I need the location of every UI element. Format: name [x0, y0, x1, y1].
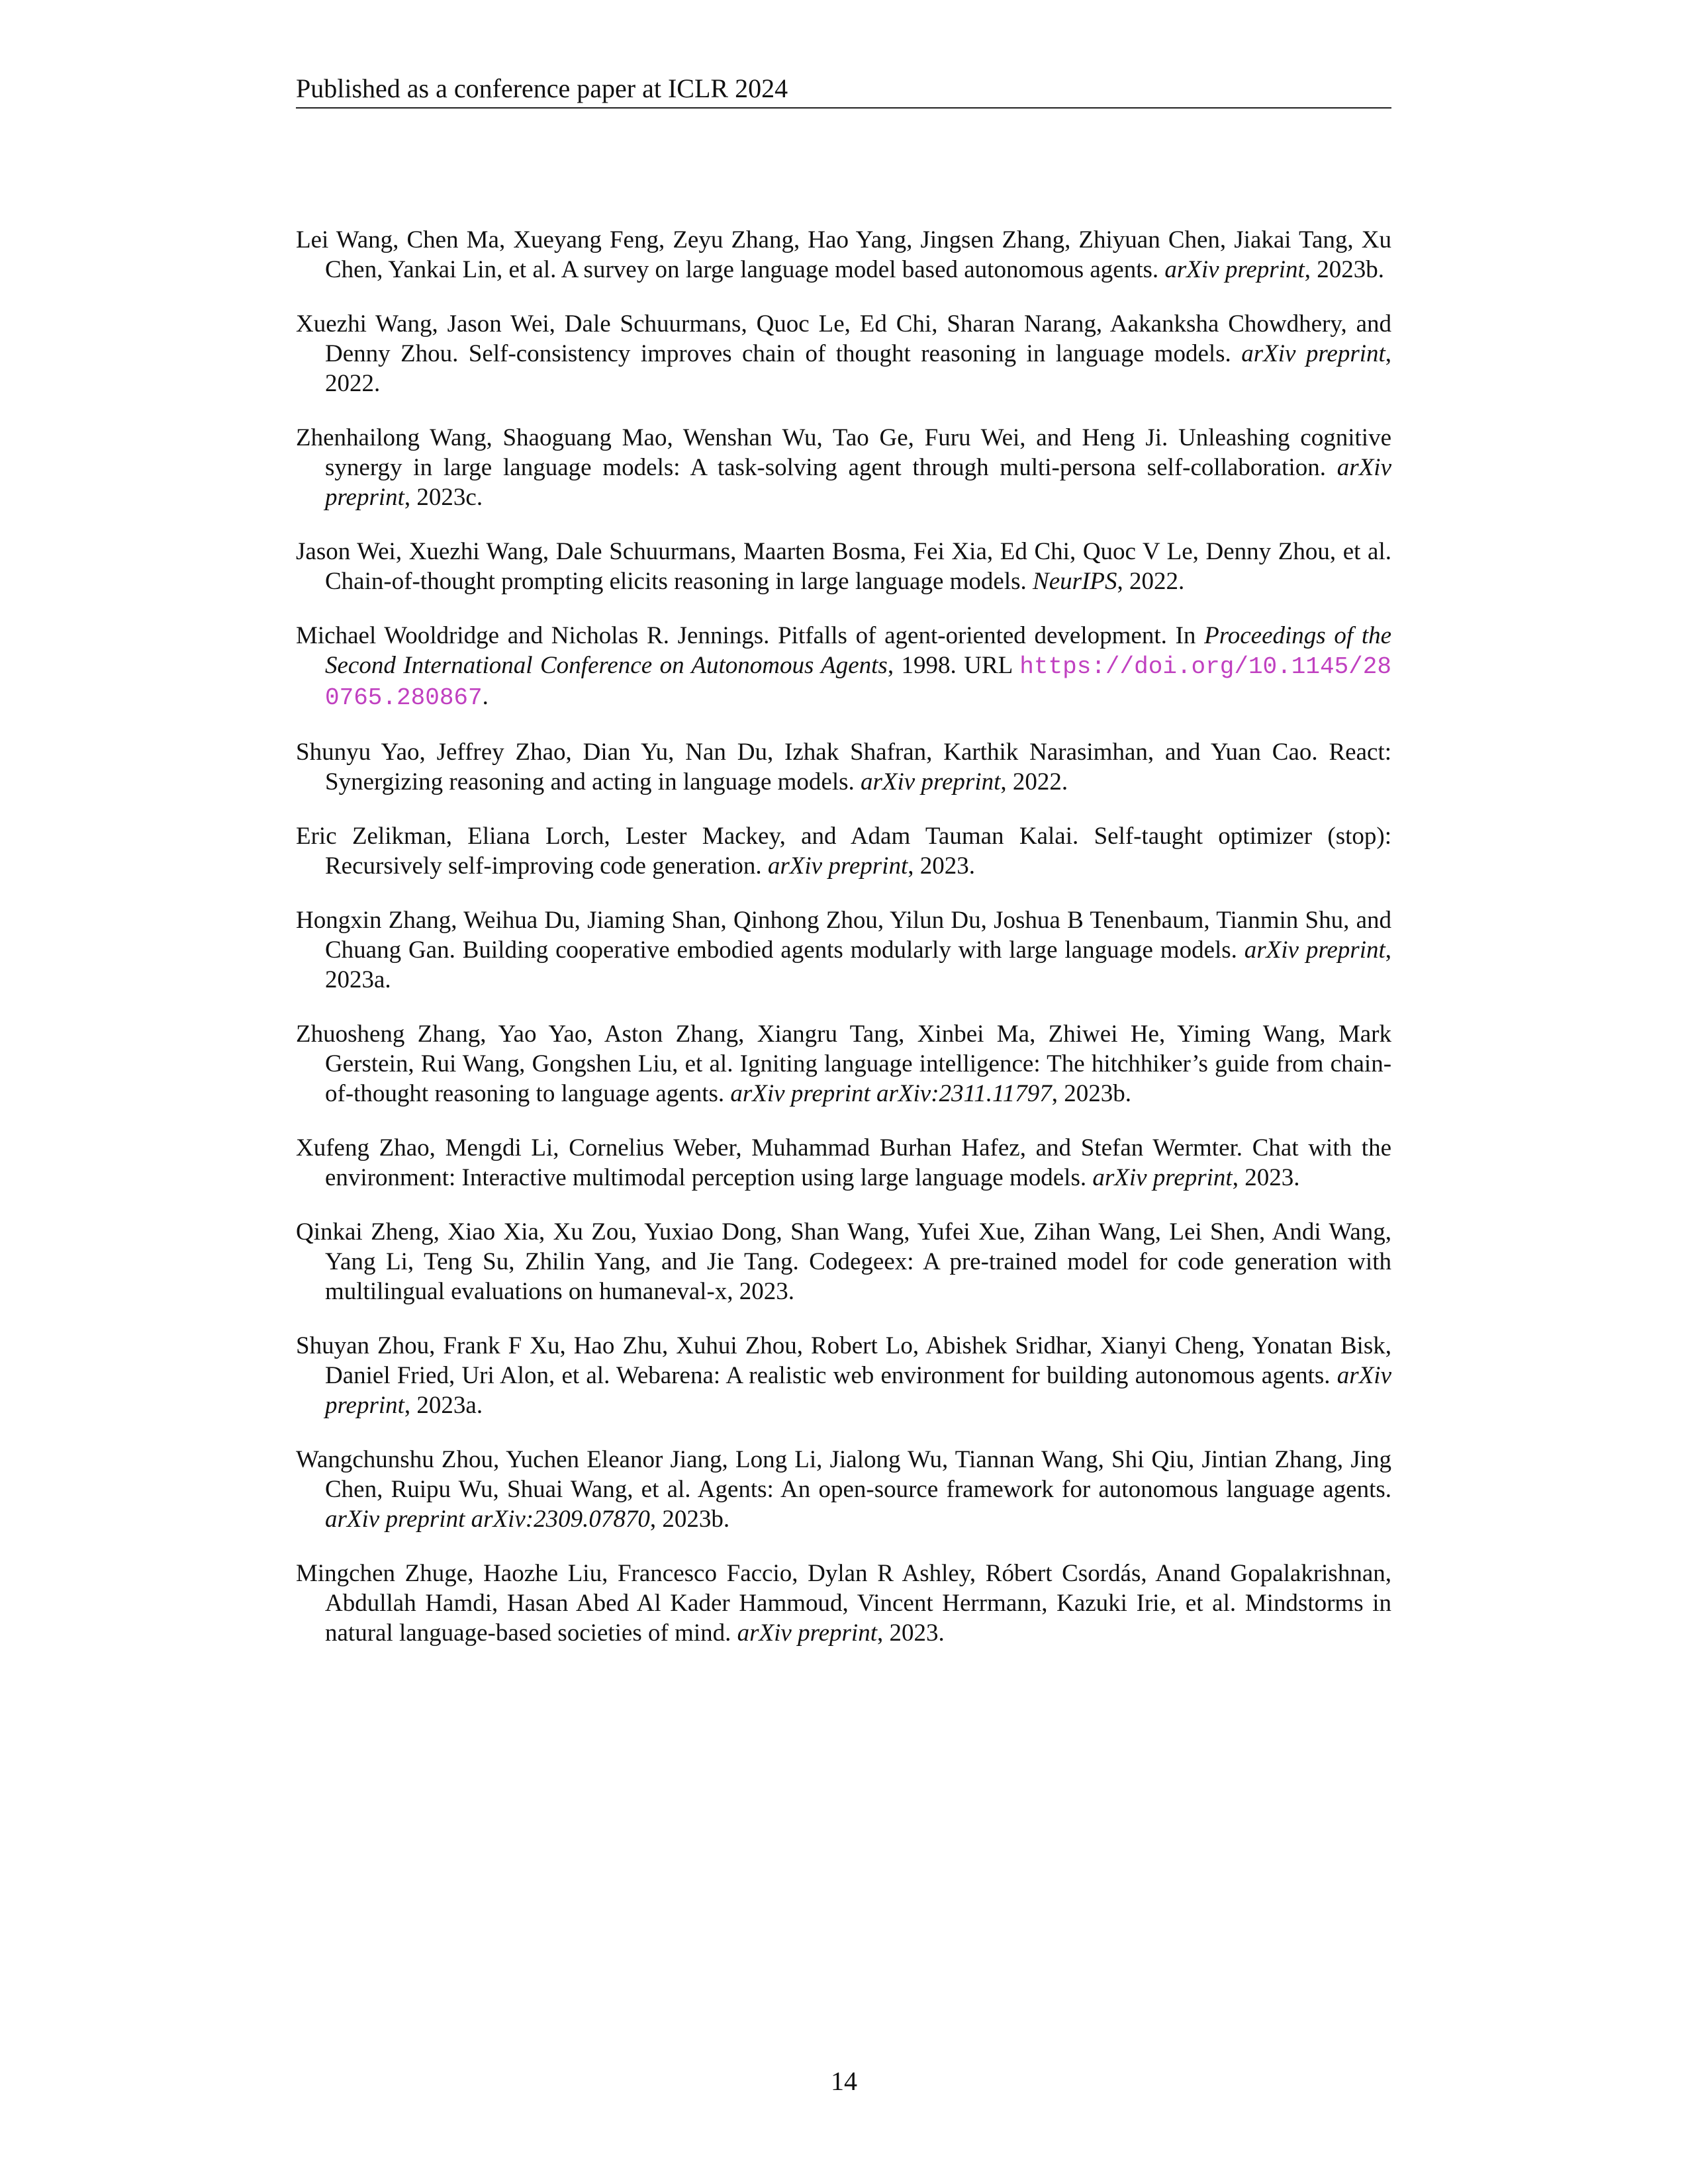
reference-entry [296, 537, 1391, 596]
reference-authors: Shuyan Zhou, Frank F Xu, Hao Zhu, Xuhui Zhou, Robert Lo, Abishek Sridhar, Xianyi Cheng, Yonatan Bisk, Daniel Fried, Uri Alon, et al. [296, 1332, 1391, 1389]
reference-tail: , 2023a. [325, 936, 1391, 993]
reference-venue: arXiv preprint [767, 852, 908, 880]
reference-entry [296, 737, 1391, 797]
reference-venue: arXiv preprint [737, 1619, 877, 1647]
reference-tail: , 2023c. [404, 484, 483, 511]
reference-entry [296, 423, 1391, 512]
reference-authors: Lei Wang, Chen Ma, Xueyang Feng, Zeyu Zhang, Hao Yang, Jingsen Zhang, Zhiyuan Chen, Jiakai Tang, Xu Chen, Yankai Lin, et al. [296, 226, 1391, 283]
reference-title: A survey on large language model based autonomous agents. [561, 256, 1159, 283]
page-number: 14 [831, 2066, 857, 2096]
reference-venue: arXiv preprint [861, 768, 1001, 796]
reference-authors: Mingchen Zhuge, Haozhe Liu, Francesco Faccio, Dylan R Ashley, Róbert Csordás, Anand Gopalakrishnan, Abdullah Hamdi, Hasan Abed Al Kader Hammoud, Vincent Herrmann, Kazuki Irie, et al. [296, 1560, 1391, 1617]
reference-after-url: . [482, 683, 489, 710]
reference-title: Self-taught optimizer (stop): Recursively self-improving code generation. [325, 823, 1392, 880]
reference-venue: arXiv preprint [1244, 936, 1385, 964]
reference-title: Mindstorms in natural language-based societies of mind. [325, 1590, 1392, 1647]
reference-entry [296, 1559, 1391, 1648]
reference-venue: arXiv preprint arXiv:2309.07870 [325, 1506, 650, 1533]
reference-doi-link[interactable]: https://doi.org/10.1145/280765.280867 [325, 653, 1391, 711]
reference-tail: , 2023a. [404, 1392, 483, 1419]
reference-entry [296, 225, 1391, 285]
reference-title: Igniting language intelligence: The hitchhiker’s guide from chain-of-thought reasoning to language agents. [325, 1050, 1392, 1107]
reference-venue: arXiv preprint [1092, 1164, 1233, 1191]
reference-title: Chat with the environment: Interactive multimodal perception using large language models. [325, 1134, 1391, 1191]
reference-entry [296, 905, 1391, 995]
reference-tail: , 2023b. [649, 1506, 730, 1533]
reference-tail: , 2023. [1232, 1164, 1300, 1191]
reference-tail: , 2023b. [1304, 256, 1385, 283]
reference-authors: Shunyu Yao, Jeffrey Zhao, Dian Yu, Nan Du, Izhak Shafran, Karthik Narasimhan, and Yuan Cao. [296, 739, 1318, 766]
reference-authors: Qinkai Zheng, Xiao Xia, Xu Zou, Yuxiao Dong, Shan Wang, Yufei Xue, Zihan Wang, Lei Shen, Andi Wang, Yang Li, Teng Su, Zhilin Yang, and Jie Tang. [296, 1218, 1391, 1275]
reference-venue: arXiv preprint arXiv:2311.11797 [730, 1080, 1052, 1107]
reference-authors: Michael Wooldridge and Nicholas R. Jennings. [296, 622, 770, 649]
reference-title: Pitfalls of agent-oriented development. [778, 622, 1167, 649]
reference-entry [296, 821, 1391, 881]
reference-authors: Eric Zelikman, Eliana Lorch, Lester Mackey, and Adam Tauman Kalai. [296, 823, 1079, 850]
reference-tail: , 1998. URL [887, 652, 1012, 679]
reference-title: Self-consistency improves chain of thought reasoning in language models. [468, 340, 1231, 367]
reference-entry [296, 1133, 1391, 1193]
reference-entry [296, 1019, 1391, 1109]
reference-entry [296, 621, 1391, 713]
reference-tail: , 2023. [876, 1619, 945, 1647]
reference-tail: , 2022. [325, 340, 1392, 397]
reference-entry [296, 1445, 1391, 1534]
reference-venue: arXiv preprint [1164, 256, 1305, 283]
reference-list [296, 225, 1391, 1672]
reference-authors: Wangchunshu Zhou, Yuchen Eleanor Jiang, Long Li, Jialong Wu, Tiannan Wang, Shi Qiu, Jintian Zhang, Jing Chen, Ruipu Wu, Shuai Wang, et al. [296, 1446, 1391, 1503]
reference-title: Webarena: A realistic web environment for building autonomous agents. [616, 1362, 1331, 1389]
reference-title: Unleashing cognitive synergy in large language models: A task-solving agent through multi-persona self-collaboration. [325, 424, 1391, 481]
reference-venue: arXiv preprint [325, 454, 1391, 511]
reference-authors: Jason Wei, Xuezhi Wang, Dale Schuurmans, Maarten Bosma, Fei Xia, Ed Chi, Quoc V Le, Denny Zhou, et al. [296, 538, 1391, 565]
reference-venue: NeurIPS [1033, 568, 1117, 595]
reference-pre-venue: In [1175, 622, 1196, 649]
reference-authors: Zhenhailong Wang, Shaoguang Mao, Wenshan Wu, Tao Ge, Furu Wei, and Heng Ji. [296, 424, 1168, 451]
reference-entry [296, 1331, 1391, 1420]
reference-title: React: Synergizing reasoning and acting in language models. [325, 739, 1392, 796]
reference-entry [296, 309, 1391, 398]
reference-venue: arXiv preprint [325, 1362, 1391, 1419]
reference-authors: Xuezhi Wang, Jason Wei, Dale Schuurmans, Quoc Le, Ed Chi, Sharan Narang, Aakanksha Chowdhery, and Denny Zhou. [296, 310, 1391, 367]
running-header: Published as a conference paper at ICLR 2024 [296, 70, 1391, 109]
reference-authors: Xufeng Zhao, Mengdi Li, Cornelius Weber, Muhammad Burhan Hafez, and Stefan Wermter. [296, 1134, 1243, 1161]
reference-tail: , 2023. [908, 852, 975, 880]
reference-tail: , 2023b. [1051, 1080, 1132, 1107]
reference-title: Codegeex: A pre-trained model for code generation with multilingual evaluations on humaneval-x, 2023. [325, 1248, 1391, 1305]
reference-tail: , 2022. [1117, 568, 1185, 595]
reference-tail: , 2022. [1000, 768, 1068, 796]
reference-venue: arXiv preprint [1241, 340, 1385, 367]
reference-authors: Hongxin Zhang, Weihua Du, Jiaming Shan, Qinhong Zhou, Yilun Du, Joshua B Tenenbaum, Tianmin Shu, and Chuang Gan. [296, 907, 1391, 964]
reference-title: Agents: An open-source framework for autonomous language agents. [697, 1476, 1391, 1503]
reference-entry [296, 1217, 1391, 1306]
reference-title: Building cooperative embodied agents modularly with large language models. [462, 936, 1237, 964]
reference-authors: Zhuosheng Zhang, Yao Yao, Aston Zhang, Xiangru Tang, Xinbei Ma, Zhiwei He, Yiming Wang, Mark Gerstein, Rui Wang, Gongshen Liu, et al. [296, 1021, 1391, 1077]
reference-venue: Proceedings of the Second International Conference on Autonomous Agents [325, 622, 1392, 679]
reference-title: Chain-of-thought prompting elicits reasoning in large language models. [325, 568, 1027, 595]
